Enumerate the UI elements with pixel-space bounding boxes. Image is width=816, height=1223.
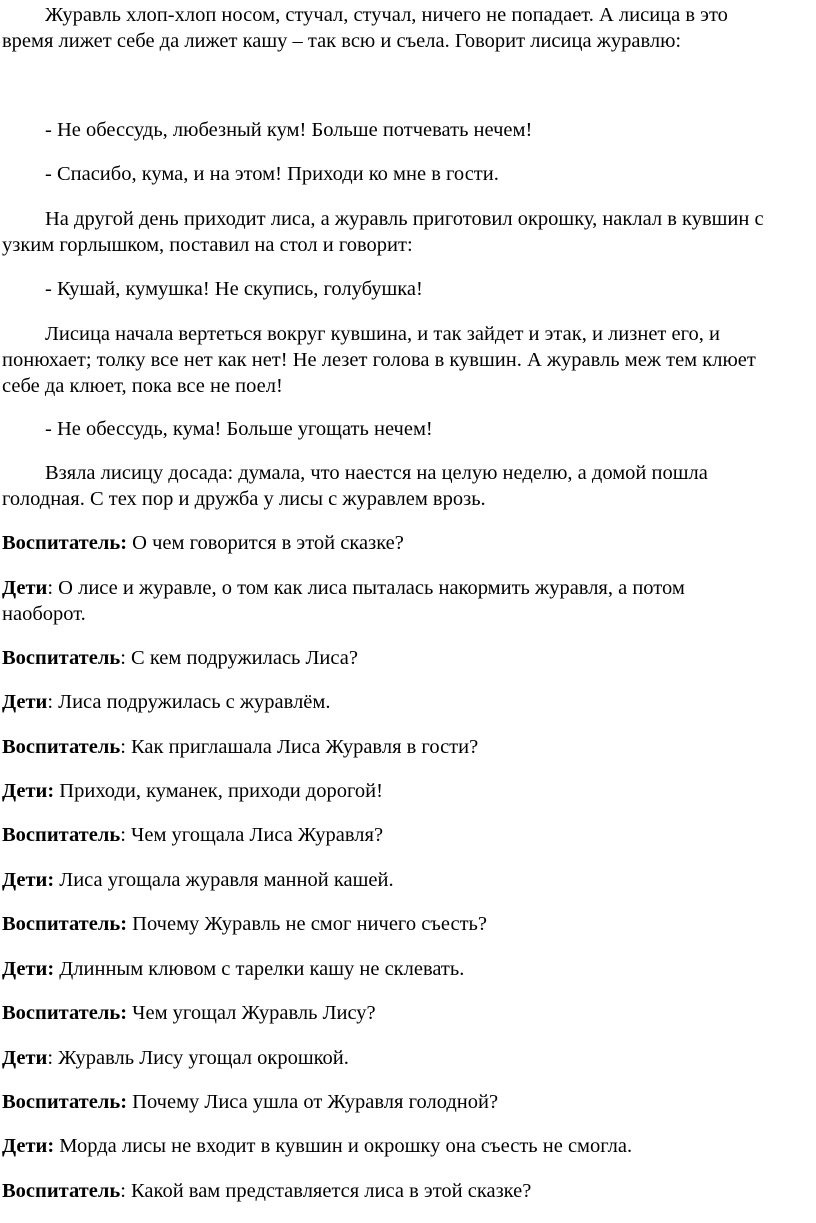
text-line: Лисица начала вертеться вокруг кувшина, и так зайдет и этак, и лизнет его, и <box>45 323 720 345</box>
speaker-label: Воспитатель <box>2 647 121 669</box>
speaker-label: Воспитатель <box>2 1180 121 1202</box>
dialogue-text: : Журавль Лису угощал окрошкой. <box>47 1047 349 1069</box>
text-line: Журавль хлоп-хлоп носом, стучал, стучал, ничего не попадает. А лисица в это <box>45 4 728 26</box>
story-paragraph <box>2 460 814 512</box>
dialogue-text: : Чем угощала Лиса Журавля? <box>120 824 384 846</box>
dialogue-line <box>2 689 814 715</box>
speaker-label: Воспитатель <box>2 736 121 758</box>
speaker-label: Воспитатель: <box>2 1091 128 1113</box>
dialogue-text-continued: наоборот. <box>2 603 86 625</box>
text-line: - Не обессудь, любезный кум! Больше потчевать нечем! <box>45 119 533 141</box>
dialogue-line <box>2 575 814 627</box>
dialogue-text: : С кем подружилась Лиса? <box>120 647 358 669</box>
speaker-label: Воспитатель <box>2 824 121 846</box>
speaker-label: Дети <box>2 1047 48 1069</box>
dialogue-line <box>2 1089 814 1115</box>
text-line: - Спасибо, кума, и на этом! Приходи ко мне в гости. <box>45 163 499 185</box>
dialogue-text: : Какой вам представляется лиса в этой сказке? <box>120 1180 532 1202</box>
dialogue-line <box>2 1178 814 1204</box>
text-line: - Не обессудь, кума! Больше угощать нечем! <box>45 418 433 440</box>
dialogue-line <box>2 867 814 893</box>
dialogue-text: Почему Журавль не смог ничего съесть? <box>127 913 488 935</box>
dialogue-line <box>2 911 814 937</box>
dialogue-line <box>2 734 814 760</box>
story-paragraph <box>2 321 814 399</box>
story-paragraph <box>2 416 814 442</box>
speaker-label: Воспитатель: <box>2 913 128 935</box>
dialogue-text: Морда лисы не входит в кувшин и окрошку она съесть не смогла. <box>54 1135 633 1157</box>
speaker-label: Дети: <box>2 780 55 802</box>
speaker-label: Воспитатель: <box>2 532 128 554</box>
text-line: голодная. С тех пор и дружба у лисы с журавлем врозь. <box>2 488 486 510</box>
dialogue-line <box>2 1000 814 1026</box>
dialogue-line <box>2 822 814 848</box>
dialogue-text: Приходи, куманек, приходи дорогой! <box>54 780 383 802</box>
text-line: - Кушай, кумушка! Не скупись, голубушка! <box>45 278 423 300</box>
dialogue-line <box>2 530 814 556</box>
text-line: время лижет себе да лижет кашу – так всю и съела. Говорит лисица журавлю: <box>2 30 682 52</box>
story-paragraph <box>2 2 814 54</box>
dialogue-line <box>2 956 814 982</box>
dialogue-text: Длинным клювом с тарелки кашу не склевать. <box>54 958 465 980</box>
speaker-label: Дети <box>2 577 48 599</box>
speaker-label: Дети <box>2 691 48 713</box>
dialogue-text: Чем угощал Журавль Лису? <box>127 1002 376 1024</box>
speaker-label: Дети: <box>2 1135 55 1157</box>
story-paragraph <box>2 117 814 143</box>
dialogue-text: : О лисе и журавле, о том как лиса пыталась накормить журавля, а потом <box>47 577 685 599</box>
dialogue-text: : Как приглашала Лиса Журавля в гости? <box>120 736 479 758</box>
dialogue-line <box>2 645 814 671</box>
text-line: На другой день приходит лиса, а журавль приготовил окрошку, наклал в кувшин с <box>45 208 764 230</box>
story-paragraph <box>2 276 814 302</box>
story-paragraph <box>2 206 814 258</box>
dialogue-line <box>2 1045 814 1071</box>
dialogue-line <box>2 1133 814 1159</box>
story-paragraph <box>2 161 814 187</box>
speaker-label: Дети: <box>2 958 55 980</box>
speaker-label: Воспитатель: <box>2 1002 128 1024</box>
dialogue-text: Почему Лиса ушла от Журавля голодной? <box>127 1091 499 1113</box>
text-line: Взяла лисицу досада: думала, что наестся на целую неделю, а домой пошла <box>45 462 708 484</box>
text-line: понюхает; толку все нет как нет! Не лезет голова в кувшин. А журавль меж тем клюет <box>2 349 756 371</box>
text-line: узким горлышком, поставил на стол и говорит: <box>2 234 413 256</box>
speaker-label: Дети: <box>2 869 55 891</box>
dialogue-text: : Лиса подружилась с журавлём. <box>47 691 331 713</box>
text-line: себе да клюет, пока все не поел! <box>2 375 283 397</box>
dialogue-text: Лиса угощала журавля манной кашей. <box>54 869 394 891</box>
dialogue-line <box>2 778 814 804</box>
dialogue-text: О чем говорится в этой сказке? <box>127 532 404 554</box>
